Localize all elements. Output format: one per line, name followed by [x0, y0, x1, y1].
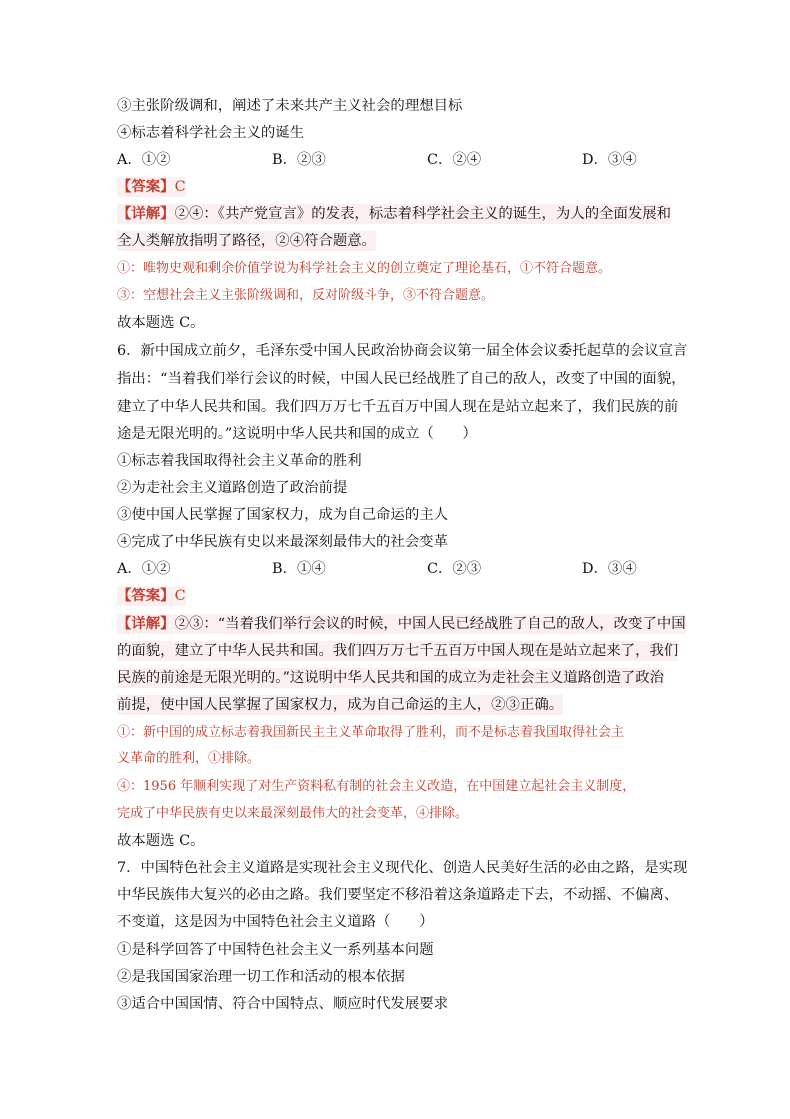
- q5-conclusion: 故本题选 C。: [117, 315, 205, 331]
- q6-item-2: ②为走社会主义道路创造了政治前提: [117, 480, 348, 496]
- q7-item-3: ③适合中国国情、符合中国特点、顺应时代发展要求: [117, 996, 448, 1012]
- q6-conclusion: 故本题选 C。: [117, 833, 205, 849]
- q6-option-c: C．②③: [427, 561, 482, 577]
- detail-text: ②③：“当着我们举行会议的时候，中国人民已经战胜了自己的敌人，改变了中国: [174, 616, 686, 632]
- detail-label: 【详解】: [117, 615, 175, 632]
- q7-stem-1: 7．中国特色社会主义道路是实现社会主义现代化、创造人民美好生活的必由之路，是实现: [117, 860, 688, 876]
- q6-stem-2: 指出：“当着我们举行会议的时候，中国人民已经战胜了自己的敌人，改变了中国的面貌，: [117, 371, 686, 387]
- q6-detail-line-4: 前提，使中国人民掌握了国家权力，成为自己命运的主人，②③正确。: [117, 697, 564, 713]
- answer-value: C: [174, 588, 186, 604]
- q6-detail-line-2: 的面貌，建立了中华人民共和国。我们四万万七千五百万中国人现在是站立起来了，我们: [117, 643, 679, 659]
- q5-note-2: ③：空想社会主义主张阶级调和，反对阶级斗争，③不符合题意。: [117, 288, 495, 303]
- q5-option-a: A．①②: [117, 152, 171, 168]
- q7-stem-3: 不变道，这是因为中国特色社会主义道路（ ）: [117, 914, 434, 930]
- q5-note-1: ①：唯物史观和剩余价值学说为科学社会主义的创立奠定了理论基石，①不符合题意。: [117, 261, 612, 276]
- q6-note-1-line-1: ①：新中国的成立标志着我国新民主主义革命取得了胜利，而不是标志着我国取得社会主: [117, 725, 625, 740]
- answer-label: 【答案】: [117, 178, 175, 195]
- q6-detail-line-1: [117, 614, 686, 634]
- detail-text: ②④：《共产党宣言》的发表，标志着科学社会主义的诞生，为人的全面发展和: [174, 206, 672, 222]
- q5-answer: [117, 177, 186, 197]
- q7-item-2: ②是我国国家治理一切工作和活动的根本依据: [117, 969, 405, 985]
- answer-label: 【答案】: [117, 587, 175, 604]
- q6-stem-3: 建立了中华人民共和国。我们四万万七千五百万中国人现在是站立起来了，我们民族的前: [117, 399, 679, 415]
- q6-detail-line-3: 民族的前途是无限光明的。”这说明中华人民共和国的成立为走社会主义道路创造了政治: [117, 670, 665, 686]
- q6-note-2-line-2: 完成了中华民族有史以来最深刻最伟大的社会变革，④排除。: [117, 806, 469, 821]
- q5-item-4: ④标志着科学社会主义的诞生: [117, 125, 305, 141]
- q5-option-d: D．③④: [582, 152, 637, 168]
- q6-item-1: ①标志着我国取得社会主义革命的胜利: [117, 453, 362, 469]
- q5-detail-line-2: 全人类解放指明了路径，②④符合题意。: [117, 233, 377, 249]
- q6-stem-1: 6．新中国成立前夕，毛泽东受中国人民政治协商会议第一届全体会议委托起草的会议宣言: [117, 343, 688, 359]
- q6-option-d: D．③④: [582, 561, 637, 577]
- q6-answer: [117, 586, 186, 606]
- q5-detail-line-1: [117, 204, 671, 224]
- detail-label: 【详解】: [117, 205, 175, 222]
- q6-note-2-line-1: ④：1956 年顺利实现了对生产资料私有制的社会主义改造，在中国建立起社会主义制度，: [117, 779, 636, 794]
- q5-option-c: C．②④: [427, 152, 482, 168]
- q7-stem-2: 中华民族伟大复兴的必由之路。我们要坚定不移沿着这条道路走下去，不动摇、不偏离、: [117, 887, 679, 903]
- q6-option-a: A．①②: [117, 561, 171, 577]
- answer-value: C: [174, 179, 186, 195]
- q6-item-3: ③使中国人民掌握了国家权力，成为自己命运的主人: [117, 507, 448, 523]
- q6-note-1-line-2: 义革命的胜利，①排除。: [117, 751, 261, 766]
- q5-option-b: B．②③: [272, 152, 326, 168]
- q7-item-1: ①是科学回答了中国特色社会主义一系列基本问题: [117, 942, 434, 958]
- q6-stem-4: 途是无限光明的。”这说明中华人民共和国的成立（ ）: [117, 426, 477, 442]
- q6-option-b: B．①④: [272, 561, 326, 577]
- q5-item-3: ③主张阶级调和，阐述了未来共产主义社会的理想目标: [117, 98, 463, 114]
- q6-item-4: ④完成了中华民族有史以来最深刻最伟大的社会变革: [117, 534, 448, 550]
